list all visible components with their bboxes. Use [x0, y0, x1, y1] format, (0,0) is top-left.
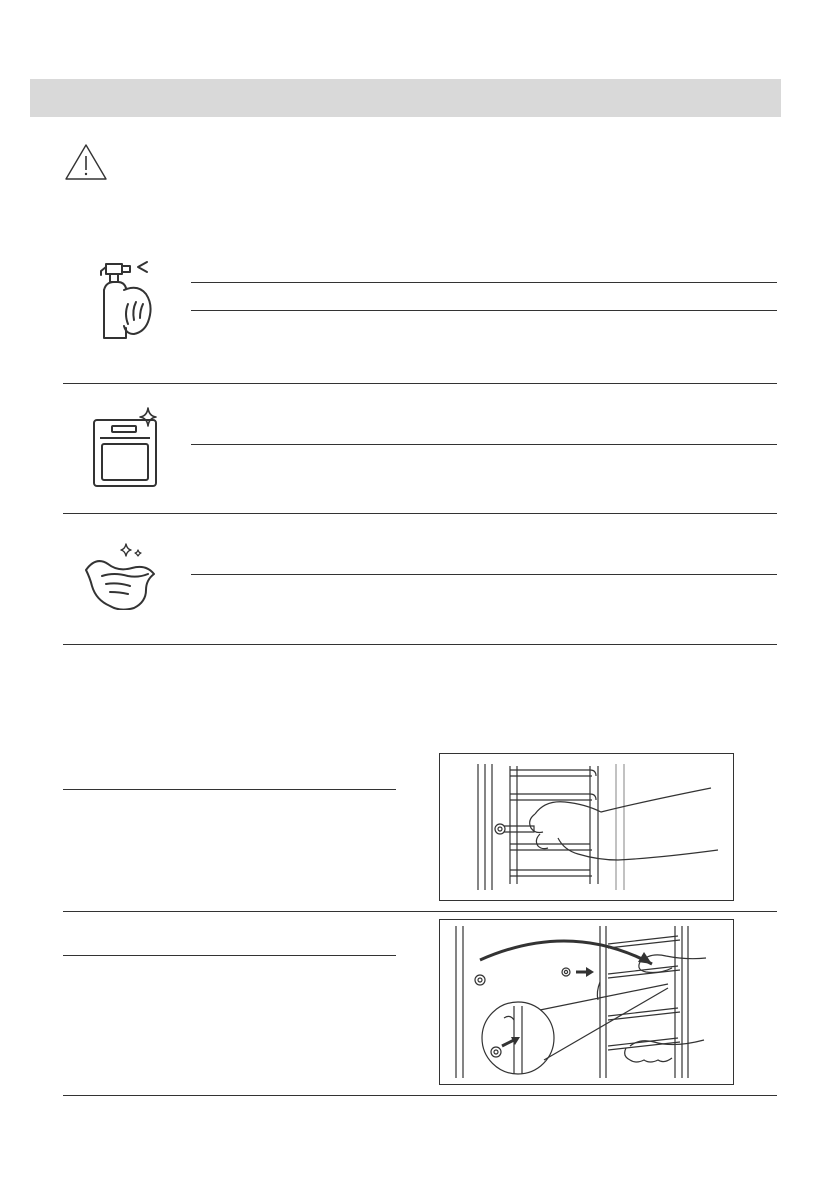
row-separator-2	[63, 513, 777, 514]
warning-triangle-icon	[64, 143, 108, 181]
row1-divider-b	[191, 310, 777, 311]
row1-divider-a	[191, 282, 777, 283]
remove-shelf-support-rear-illustration	[439, 919, 734, 1085]
step-separator	[63, 911, 777, 912]
section-header-bar	[30, 79, 781, 117]
step2-divider	[63, 955, 396, 956]
row-separator-1	[63, 383, 777, 384]
row-separator-3	[63, 644, 777, 645]
row3-divider	[191, 574, 777, 575]
bottom-separator	[63, 1095, 777, 1096]
step1-divider	[63, 789, 396, 790]
spray-cleaner-icon	[92, 254, 158, 344]
row2-divider	[191, 444, 777, 445]
remove-shelf-support-front-illustration	[439, 753, 734, 901]
sparkling-oven-icon	[92, 406, 162, 490]
clean-cloth-icon	[82, 542, 168, 610]
